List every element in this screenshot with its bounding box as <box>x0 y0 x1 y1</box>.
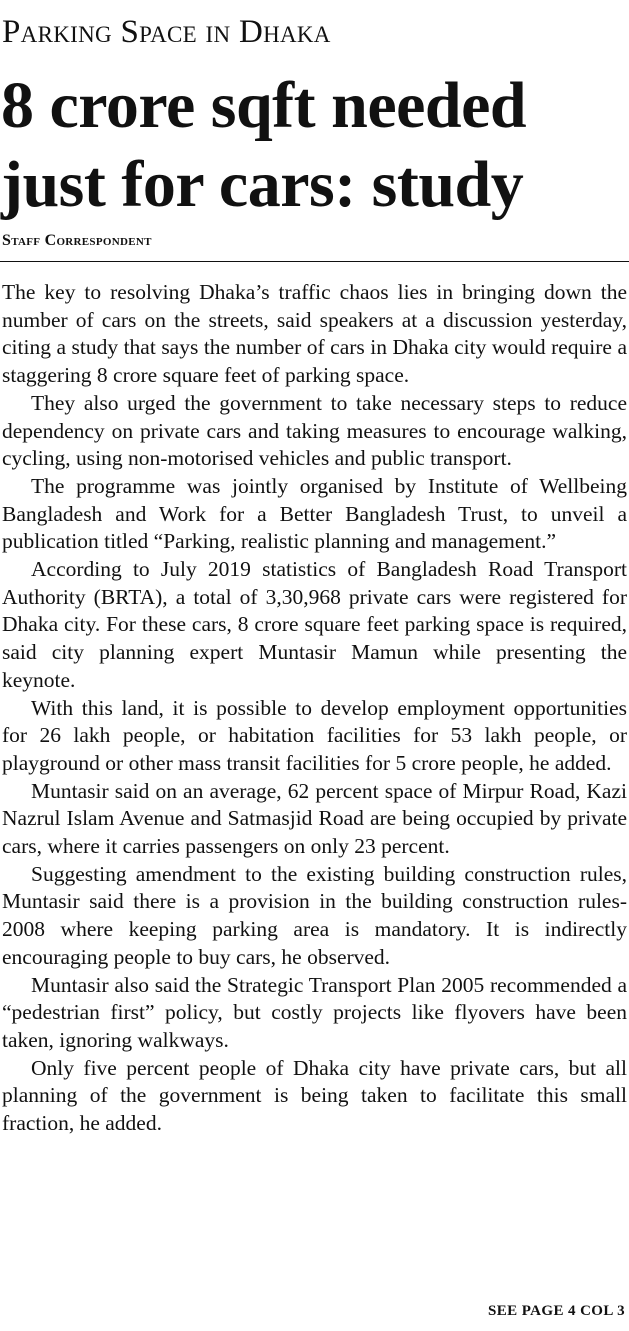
paragraph-5: With this land, it is possible to develop employment opportunities for 26 lakh people, or habitation facilities for 53 lakh people, or playground or other mass transit facilities for 5 crore people, he added. <box>2 695 627 775</box>
paragraph-9: Only five percent people of Dhaka city have private cars, but all planning of the government is being taken to facilitate this small fraction, he added. <box>2 1055 627 1136</box>
paragraph-1: The key to resolving Dhaka’s traffic chaos lies in bringing down the number of cars on the streets, said speakers at a discussion yesterday, citing a study that says the number of cars in Dhaka city would require a staggering 8 crore square feet of parking space. <box>2 280 627 388</box>
headline <box>1 66 628 224</box>
headline-line-2: just for cars: study <box>1 148 524 221</box>
article-body <box>2 279 627 1138</box>
paragraph-3: The programme was jointly organised by Institute of Wellbeing Bangladesh and Work for a Better Bangladesh Trust, to unveil a publication titled “Parking, realistic planning and management.” <box>2 473 627 554</box>
byline: Staff Correspondent <box>2 232 152 249</box>
section-kicker: Parking Space in Dhaka <box>2 14 331 50</box>
paragraph-6: Muntasir said on an average, 62 percent space of Mirpur Road, Kazi Nazrul Islam Avenue and Satmasjid Road are being occupied by private cars, where it carries passengers on only 23 percent. <box>2 778 627 859</box>
headline-line-1: 8 crore sqft needed <box>1 69 527 142</box>
paragraph-8: Muntasir also said the Strategic Transport Plan 2005 recommended a “pedestrian first” policy, but costly projects like flyovers have been taken, ignoring walkways. <box>2 972 627 1052</box>
paragraph-7: Suggesting amendment to the existing building construction rules, Muntasir said there is a provision in the building construction rules-2008 where keeping parking area is mandatory. It is indirectly encouraging people to buy cars, he observed. <box>2 861 627 969</box>
continued-jump-line: SEE PAGE 4 COL 3 <box>488 1303 625 1319</box>
paragraph-2: They also urged the government to take necessary steps to reduce dependency on private cars and taking measures to encourage walking, cycling, using non-motorised vehicles and public transport. <box>2 390 627 471</box>
byline-divider <box>0 261 629 262</box>
paragraph-4: According to July 2019 statistics of Bangladesh Road Transport Authority (BRTA), a total of 3,30,968 private cars were registered for Dhaka city. For these cars, 8 crore square feet parking space is required, said city planning expert Muntasir Mamun while presenting the keynote. <box>2 557 627 692</box>
